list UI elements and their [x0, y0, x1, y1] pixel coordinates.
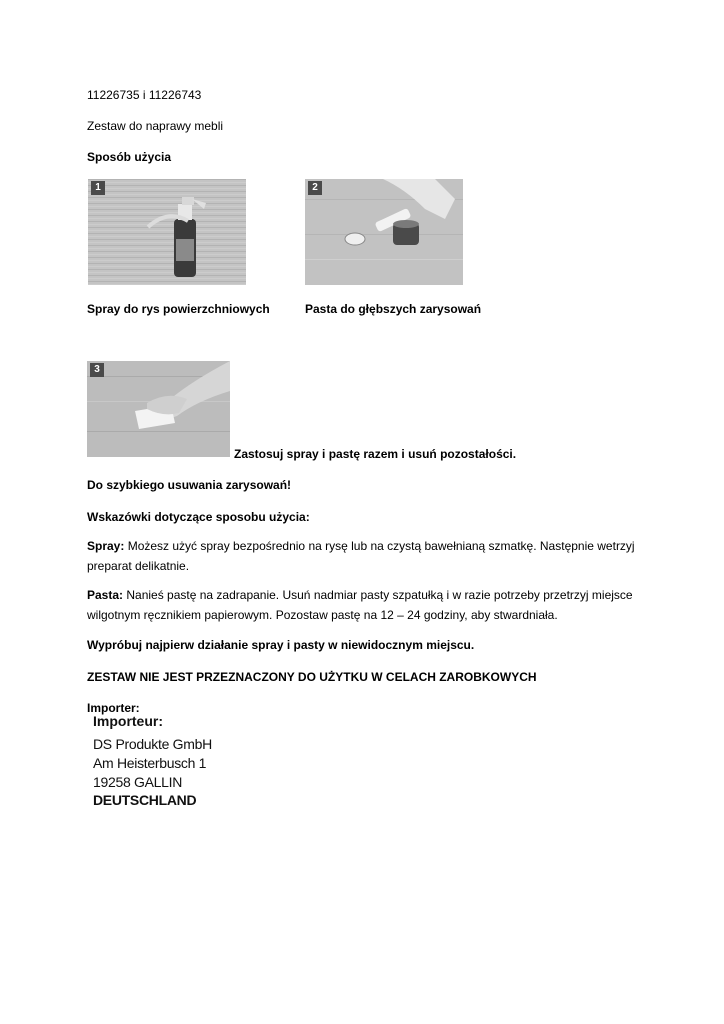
- step-3-caption: Zastosuj spray i pastę razem i usuń pozostałości.: [234, 447, 517, 461]
- importer-cut-label: Importeur:: [93, 713, 163, 729]
- importer-city: 19258 GALLIN: [93, 774, 183, 790]
- importer-label: Importer:: [87, 701, 140, 715]
- product-name: Zestaw do naprawy mebli: [87, 119, 224, 133]
- paste-tip: [87, 585, 657, 625]
- step-1-caption: Spray do rys powierzchniowych: [87, 302, 270, 316]
- spray-bottle-image: [88, 179, 246, 285]
- importer-country: DEUTSCHLAND: [93, 792, 197, 808]
- usage-heading: Sposób użycia: [87, 150, 172, 164]
- quick-note: Do szybkiego usuwania zarysowań!: [87, 478, 292, 492]
- importer-street: Am Heisterbusch 1: [93, 755, 207, 771]
- paste-label: Pasta:: [87, 588, 124, 602]
- tips-heading: Wskazówki dotyczące sposobu użycia:: [87, 510, 310, 524]
- step-3-photo: [87, 361, 230, 457]
- paste-tube-image: [305, 179, 463, 285]
- product-codes: 11226735 i 11226743: [87, 88, 202, 102]
- importer-company: DS Produkte GmbH: [93, 736, 212, 752]
- step-2-photo: [305, 179, 463, 285]
- cloth-wiping-image: [87, 361, 230, 457]
- spray-tip: [87, 536, 657, 576]
- step-2-number: 2: [308, 181, 322, 195]
- step-2-caption: Pasta do głębszych zarysowań: [305, 302, 482, 316]
- step-1-photo: [88, 179, 246, 285]
- step-3-number: 3: [90, 363, 104, 377]
- spray-label: Spray:: [87, 539, 125, 553]
- paste-text: Nanieś pastę na zadrapanie. Usuń nadmiar pasty szpatułką i w razie potrzeby przetrzyj miejsce wilgotnym ręcznikiem papierowym. Pozostaw pastę na 12 – 24 godziny, aby stwardniała.: [87, 588, 633, 622]
- spray-text: Możesz użyć spray bezpośrednio na rysę lub na czystą bawełnianą szmatkę. Następnie wetrzyj preparat delikatnie.: [87, 539, 635, 573]
- test-warning: Wypróbuj najpierw działanie spray i pasty w niewidocznym miejscu.: [87, 638, 475, 652]
- commercial-warning: ZESTAW NIE JEST PRZEZNACZONY DO UŻYTKU W CELACH ZAROBKOWYCH: [87, 670, 537, 684]
- importer-address-image: [88, 713, 218, 808]
- step-1-number: 1: [91, 181, 105, 195]
